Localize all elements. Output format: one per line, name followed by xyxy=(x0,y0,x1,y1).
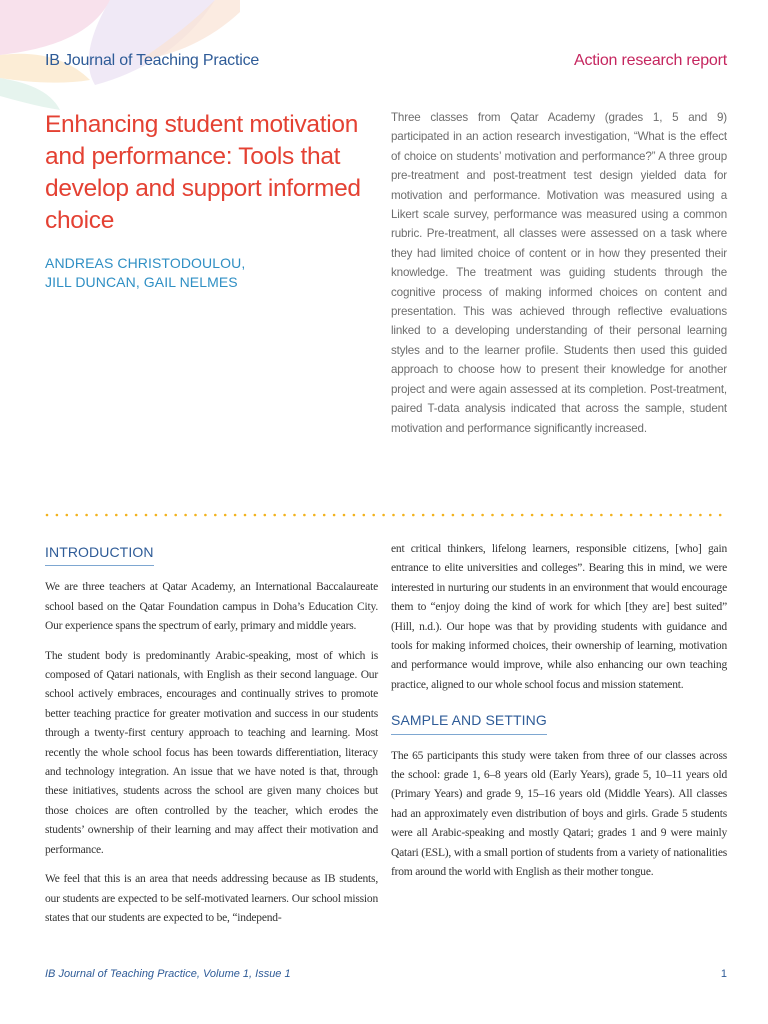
author-line: ANDREAS CHRISTODOULOU, xyxy=(45,255,246,271)
article-title: Enhancing student motivation and performance: Tools that develop and support informed choice xyxy=(45,111,361,234)
left-column xyxy=(45,540,378,938)
journal-name: IB Journal of Teaching Practice xyxy=(45,52,260,69)
page-number: 1 xyxy=(720,968,727,980)
abstract: Three classes from Qatar Academy (grades 1, 5 and 9) participated in an action research investigation, “What is the effect of choice on students’ motivation and performance?” A three group pre-treatment and post-treatment test design yielded data for motivation and performance. Motivation was measured using a Likert scale survey, performance was measured using a common rubric. Pre-treatment, all classes were assessed on a task where they had limited choice of content or in how they presented their knowledge. The treatment was guiding students through the cognitive process of making informed choices on content and presentation. This was achieved through reflective evaluations linked to a developing understanding of their personal learning styles and to the learner profile. Students then used this guided approach to choose how to present their knowledge for another project and were again assessed at its completion. Post-treatment, paired T-data analysis indicated that across the sample, student motivation and performance significantly increased. xyxy=(391,111,727,435)
paragraph: We are three teachers at Qatar Academy, an International Baccalaureate school based on the Qatar Foundation campus in Doha’s Education City. Our experience spans the spectrum of early, primary and middle years. xyxy=(45,581,378,633)
report-type: Action research report xyxy=(573,52,727,69)
section-heading-sample-and-setting: SAMPLE AND SETTING xyxy=(391,711,547,734)
paragraph: We feel that this is an area that needs addressing because as IB students, our students are expected to be self-motivated learners. Our school mission states that our students are expected to be, “independ- xyxy=(45,873,378,924)
right-column xyxy=(391,540,727,893)
dotted-divider xyxy=(45,513,727,517)
paragraph: ent critical thinkers, lifelong learners, responsible citizens, [who] gain entrance to elite universities and colleges”. Bearing this in mind, we were interested in nurturing our students in an environment that would encourage them to “enjoy doing the kind of work for which [they are] best suited” (Hill, n.d.). Our hope was that by providing students with guidance and tools for making informed choices, their ownership of learning, motivation and performance would improve, while also enhancing our own teaching practice, aligned to our whole school focus and mission statement. xyxy=(391,543,727,691)
footer-citation: IB Journal of Teaching Practice, Volume 1, Issue 1 xyxy=(45,968,291,980)
paragraph: The 65 participants this study were taken from three of our classes across the school: grade 1, 6–8 years old (Early Years), grade 5, 10–11 years old (Primary Years) and grade 9, 15–16 years old (Middle Years). All classes had an approximately even distribution of boys and girls. Grade 5 students were all Arabic-speaking and mostly Qatari; grades 1 and 9 were mainly Qatari (ESL), with a small portion of students from a variety of nationalities from around the world with English as their mother tongue. xyxy=(391,749,727,879)
section-heading-introduction: INTRODUCTION xyxy=(45,543,154,566)
paragraph: The student body is predominantly Arabic-speaking, most of which is composed of Qatari nationals, with English as their second language. Our school actively embraces, encourages and continually strives to promote better teaching practice for greater motivation and success in our students through a twenty-first century approach to teaching and learning. Most recently the whole school focus has been towards differentiation, literacy and technology integration. An issue that we have noted is that, through these initiatives, students across the school are given many choices but those choices are often controlled by the teacher, which erodes the students’ ownership of their learning and may affect their motivation and performance. xyxy=(45,649,378,856)
author-list xyxy=(45,254,375,292)
author-line: JILL DUNCAN, GAIL NELMES xyxy=(45,274,238,290)
